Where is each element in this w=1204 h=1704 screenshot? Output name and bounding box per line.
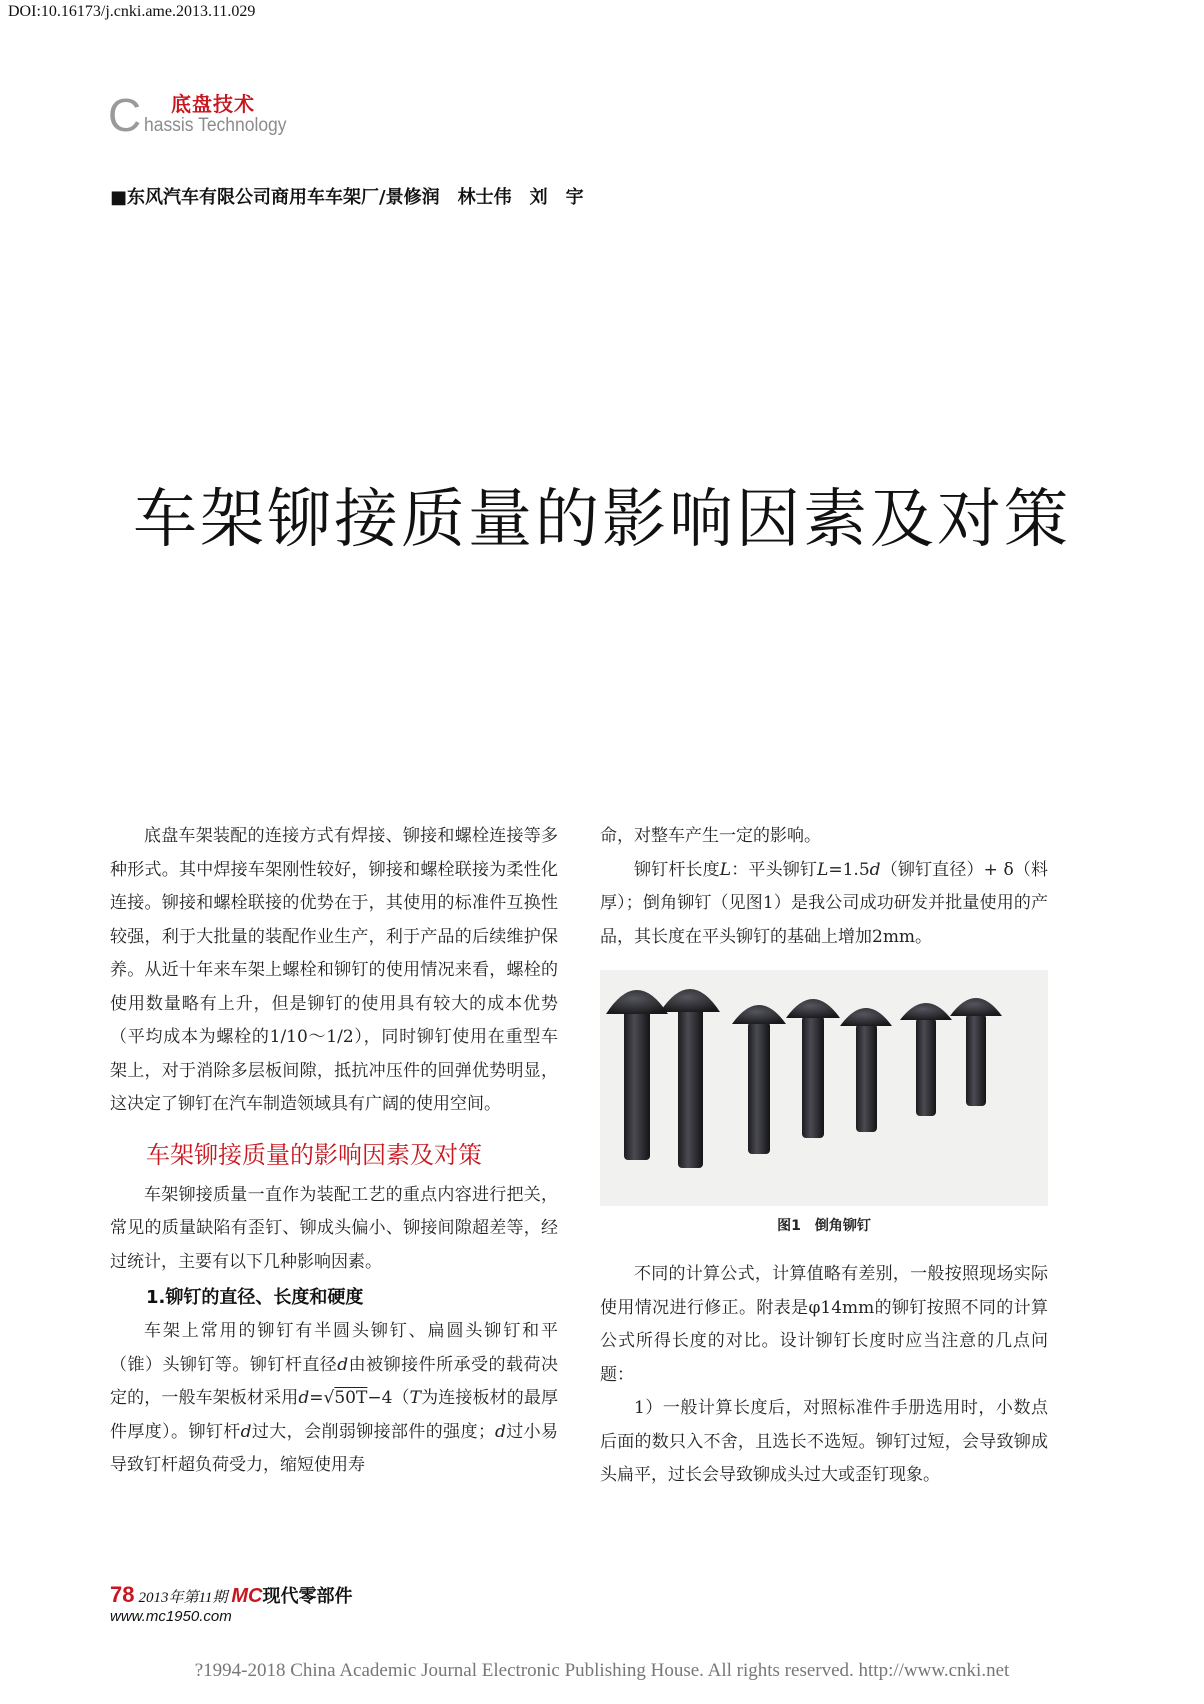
magazine-website: www.mc1950.com [110,1608,232,1625]
mc-logo: MC [231,1585,263,1607]
rivet-length-paragraph: 铆钉杆长度L：平头铆钉L=1.5d（铆钉直径）+ δ（料厚）；倒角铆钉（见图1）是我公司成功研发并批量使用的产品，其长度在平头铆钉的基础上增加2mm。 [600,859,1049,947]
magazine-name: 现代零部件 [262,1586,353,1607]
section-heading: 车架铆接质量的影响因素及对策 [146,1140,482,1169]
rivets-photo [600,970,1048,1206]
section-letter: C [108,89,142,141]
figure-caption: 图1 倒角铆钉 [777,1218,871,1234]
copyright-notice: ?1994-2018 China Academic Journal Electronic Publishing House. All rights reserved. http://www.cnki.net [194,1660,1010,1681]
formula-comparison-paragraph: 不同的计算公式，计算值略有差别，一般按照现场实际使用情况进行修正。附表是φ14mm的铆钉按照不同的计算公式所得长度的对比。设计铆钉长度时应当注意的几点问题： [600,1264,1048,1385]
left-column [110,820,558,1483]
page-footer [110,1582,352,1625]
sqrt-formula: √50T [323,1388,368,1408]
issue-label: 2013年第11期 [138,1590,228,1606]
note-paragraph: 1）一般计算长度后，对照标准件手册选用时，小数点后面的数只入不舍，且选长不选短。铆钉过短，会导致铆成头扁平，过长会导致铆成头过大或歪钉现象。 [600,1398,1048,1485]
section-title-en: hassis Technology [144,115,287,136]
continued-paragraph: 命，对整车产生一定的影响。 [600,826,821,846]
section-title-cn: 底盘技术 [171,92,255,116]
author-byline: ■东风汽车有限公司商用车车架厂/景修润 林士伟 刘 宇 [110,187,584,208]
body-paragraph: 车架铆接质量一直作为装配工艺的重点内容进行把关，常见的质量缺陷有歪钉、铆成头偏小、铆接间隙超差等，经过统计，主要有以下几种影响因素。 [110,1184,558,1272]
page-number: 78 [110,1582,135,1607]
intro-paragraph: 底盘车架装配的连接方式有焊接、铆接和螺栓连接等多种形式。其中焊接车架刚性较好，铆接和螺栓联接为柔性化连接。铆接和螺栓联接的优势在于，其使用的标准件互换性较强，利于大批量的装配作业生产，利于产品的后续维护保养。从近十年来车架上螺栓和铆钉的使用情况来看，螺栓的使用数量略有上升，但是铆钉的使用具有较大的成本优势（平均成本为螺栓的1/10～1/2），同时铆钉使用在重型车架上，对于消除多层板间隙，抵抗冲压件的回弹优势明显，这决定了铆钉在汽车制造领域具有广阔的使用空间。 [110,826,558,1114]
rivets-illustration [600,970,1048,1206]
right-column [600,820,1048,1493]
subsection-heading: 1.铆钉的直径、长度和硬度 [146,1287,364,1308]
article-title: 车架铆接质量的影响因素及对策 [133,483,1071,557]
body-paragraph-formula: 车架上常用的铆钉有半圆头铆钉、扁圆头铆钉和平（锥）头铆钉等。铆钉杆直径d由被铆接件所承受的载荷决定的，一般车架板材采用d=√50T−4（T为连接板材的最厚件厚度）。铆钉杆d过大，会削弱铆接部件的强度；d过小易导致钉杆超负荷受力，缩短使用寿 [110,1321,559,1475]
doi-line: DOI:10.16173/j.cnki.ame.2013.11.029 [8,3,256,20]
